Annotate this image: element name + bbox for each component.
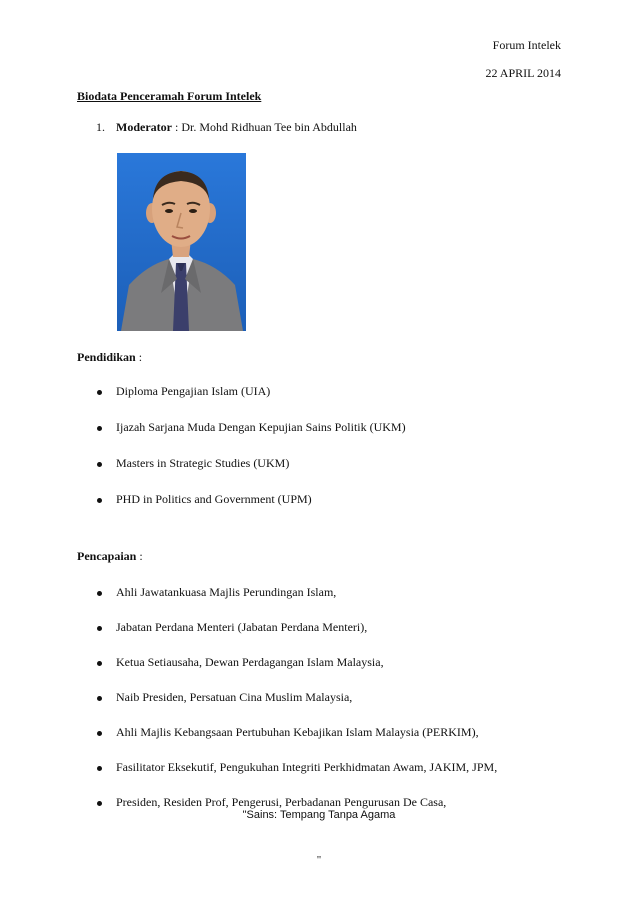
- achievements-heading: [77, 549, 143, 564]
- list-item: Ijazah Sarjana Muda Dengan Kepujian Sains Politik (UKM): [96, 420, 406, 435]
- list-item: Ketua Setiausaha, Dewan Perdagangan Islam Malaysia,: [96, 655, 497, 670]
- education-heading: [77, 350, 142, 365]
- document-title: Biodata Penceramah Forum Intelek: [77, 89, 262, 103]
- list-item: Masters in Strategic Studies (UKM): [96, 456, 406, 471]
- list-item: Naib Presiden, Persatuan Cina Muslim Malaysia,: [96, 690, 497, 705]
- list-item: Ahli Jawatankuasa Majlis Perundingan Islam,: [96, 585, 497, 600]
- list-item: Presiden, Residen Prof, Pengerusi, Perbadanan Pengurusan De Casa,: [96, 795, 497, 810]
- header-event-name: Forum Intelek: [492, 38, 561, 52]
- education-heading-colon: :: [135, 350, 143, 364]
- moderator-name: : Dr. Mohd Ridhuan Tee bin Abdullah: [171, 120, 357, 134]
- list-item: Fasilitator Eksekutif, Pengukuhan Integriti Perkhidmatan Awam, JAKIM, JPM,: [96, 760, 497, 775]
- list-number: 1.: [96, 120, 105, 134]
- list-item: Diploma Pengajian Islam (UIA): [96, 384, 406, 399]
- education-list: [96, 384, 406, 507]
- moderator-line: [96, 120, 357, 135]
- education-heading-label: Pendidikan: [77, 350, 136, 364]
- list-item: Jabatan Perdana Menteri (Jabatan Perdana Menteri),: [96, 620, 497, 635]
- achievements-heading-colon: :: [136, 549, 143, 563]
- portrait-photo: [117, 153, 246, 331]
- list-item: Ahli Majlis Kebangsaan Pertubuhan Kebajikan Islam Malaysia (PERKIM),: [96, 725, 497, 740]
- list-item: PHD in Politics and Government (UPM): [96, 492, 406, 507]
- achievements-heading-label: Pencapaian: [77, 549, 137, 563]
- header-date: 22 APRIL 2014: [485, 66, 561, 80]
- moderator-label: Moderator: [116, 120, 172, 134]
- page-mark: ": [316, 854, 322, 866]
- achievements-list: [96, 585, 497, 810]
- footer-caption: "Sains: Tempang Tanpa Agama: [242, 809, 396, 821]
